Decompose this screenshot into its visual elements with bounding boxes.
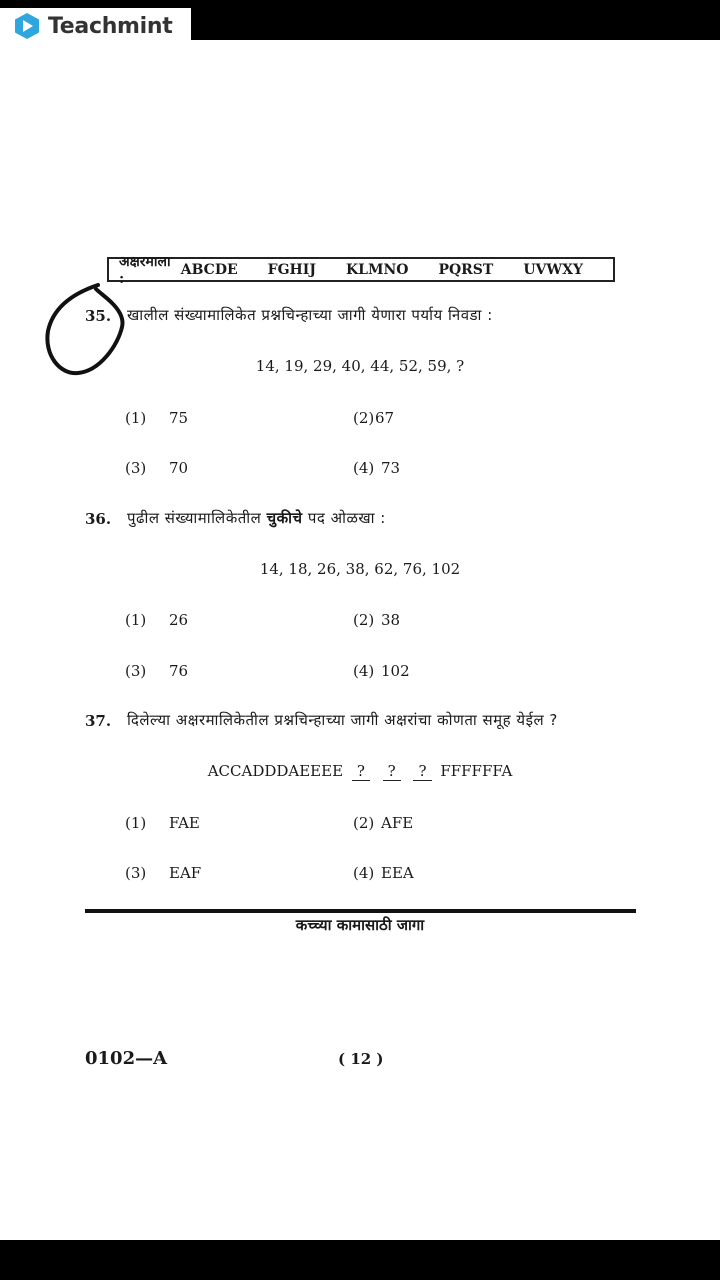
option[interactable]: (3) 76 [125,662,189,680]
blank: ? [413,762,431,781]
option[interactable]: (1) 75 [125,409,189,427]
alphabet-group: PQRST [438,261,494,278]
alphabet-group: UVWXY [523,261,583,278]
alphabet-label: अक्षरमाला : [119,254,171,287]
brand-name: Teachmint [48,13,173,39]
number-series: 14, 18, 26, 38, 62, 76, 102 [259,560,461,578]
page-number: ( 12 ) [338,1050,384,1068]
option[interactable]: (1) FAE [125,814,200,832]
option[interactable]: (3) EAF [125,864,202,882]
option[interactable]: (2)67 [353,409,395,427]
paper-code: 0102—A [85,1048,168,1069]
question-text: दिलेल्या अक्षरमालिकेतील प्रश्नचिन्हाच्या जागी अक्षरांचा कोणता समूह येईल ? [127,711,558,729]
teachmint-logo-icon [12,11,42,41]
alphabet-group: ABCDE [180,261,238,278]
option[interactable]: (2) AFE [353,814,414,832]
number-series: 14, 19, 29, 40, 44, 52, 59, ? [255,357,465,375]
option[interactable]: (4) 102 [353,662,410,680]
blank: ? [383,762,401,781]
divider-line [85,909,636,913]
letter-series: ACCADDDAEEEE ? ? ? FFFFFFA [207,762,513,780]
question-number: 37. [85,712,112,730]
option[interactable]: (1) 26 [125,611,189,629]
alphabet-strip [107,254,615,287]
alphabet-group: FGHIJ [267,261,316,278]
question-number: 36. [85,510,112,528]
emphasis-word: चुकीचे [266,509,303,527]
question-number: 35. [85,307,112,325]
option[interactable]: (3) 70 [125,459,189,477]
option[interactable]: (2) 38 [353,611,401,629]
option[interactable]: (4) 73 [353,459,401,477]
question-text: खालील संख्यामालिकेत प्रश्नचिन्हाच्या जागी येणारा पर्याय निवडा : [127,306,493,324]
teachmint-watermark [0,8,191,44]
rough-work-label: कच्च्या कामासाठी जागा [295,916,425,934]
blank: ? [352,762,370,781]
question-text: पुढील संख्यामालिकेतील चुकीचे पद ओळखा : [127,509,386,527]
bottom-bar [0,1240,720,1280]
alphabet-group: KLMNO [345,261,409,278]
option[interactable]: (4) EEA [353,864,414,882]
